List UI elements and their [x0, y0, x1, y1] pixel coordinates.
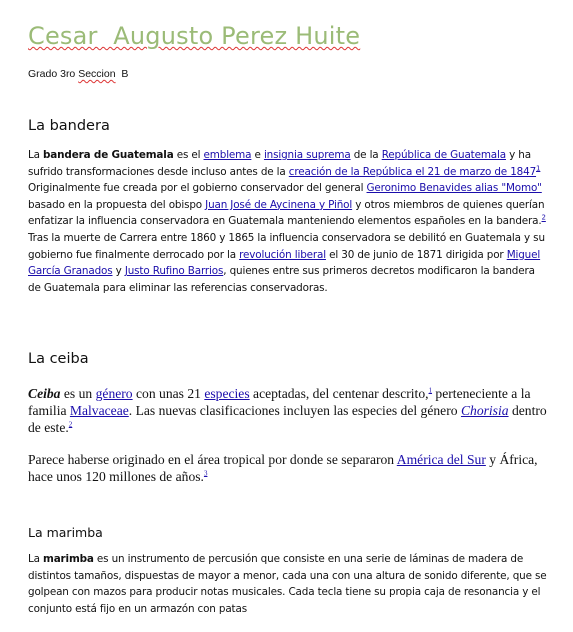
footnote-ref[interactable]: 1 — [428, 386, 433, 395]
grade-suffix: B — [115, 68, 129, 80]
text: y — [112, 265, 125, 278]
text: La — [28, 149, 44, 161]
heading-bandera: La bandera — [28, 118, 110, 134]
bold-term: Ceiba — [28, 386, 61, 401]
page-title: Cesar Augusto Perez Huite — [28, 22, 361, 50]
text: Parece haberse originado en el área tropical por donde se separaron — [28, 452, 397, 467]
link-insignia[interactable]: insignia suprema — [263, 149, 351, 161]
text: es un instrumento de percusión que consiste en una serie de láminas de madera de distintos tamaños, dispuestas de mayor a menor, cada una con una altura de sonido diferente, que se golpean con mazos para producir notas musicales. Cada tecla tiene su propia caja de resonancia y el conjunto está fijo en un armazón con patas — [28, 553, 547, 615]
link-chorisia[interactable]: Chorisia — [460, 403, 509, 418]
link-emblema[interactable]: emblema — [203, 149, 252, 161]
text: el 30 de junio de 1871 dirigida por — [325, 248, 507, 261]
text: . Las nuevas clasificaciones incluyen las especies del género — [128, 403, 461, 418]
text: es un — [60, 386, 96, 401]
text: , quienes entre sus primeros decretos modificaron la bandera de Guatemala para eliminar las referencias conservadoras. — [28, 265, 535, 294]
bold-term: bandera de Guatemala — [43, 149, 174, 161]
link-republica[interactable]: República de Guatemala — [381, 149, 506, 161]
link-america-del-sur[interactable]: América del Sur — [396, 452, 486, 467]
text: con unas 21 — [132, 386, 205, 401]
link-aycinena[interactable]: Juan José de Aycinena y Piñol — [205, 198, 353, 211]
footnote-ref[interactable]: 1 — [536, 164, 541, 173]
paragraph-ceiba-2 — [28, 451, 548, 485]
text: La — [28, 553, 44, 565]
heading-ceiba: La ceiba — [28, 351, 89, 367]
text: Originalmente fue creada por el gobierno conservador del general — [28, 182, 367, 195]
text: basado en la propuesta del obispo — [28, 198, 206, 211]
grade-section: Seccion — [78, 68, 116, 80]
bold-term: marimba — [43, 553, 94, 565]
text: y otros miembros de quienes querían enfatizar la influencia conservadora en Guatemala manteniendo elementos españoles en la bandera. — [28, 198, 545, 228]
text: perteneciente a la familia — [28, 386, 531, 418]
text: aceptadas, del centenar descrito, — [249, 386, 429, 401]
link-creacion[interactable]: creación de la República el 21 de marzo de 1847 — [288, 165, 537, 178]
link-genero[interactable]: género — [95, 386, 133, 401]
text: y África, hace unos 120 millones de años. — [28, 452, 538, 484]
link-revolucion[interactable]: revolución liberal — [239, 248, 326, 261]
text: es el — [173, 149, 204, 161]
grade-prefix: Grado 3ro — [28, 68, 79, 80]
paragraph-bandera — [28, 147, 548, 296]
paragraph-marimba — [28, 551, 548, 617]
footnote-ref[interactable]: 2 — [541, 213, 546, 222]
footnote-ref[interactable]: 2 — [68, 420, 73, 429]
footnote-ref[interactable]: 3 — [203, 469, 208, 478]
link-especies[interactable]: especies — [204, 386, 250, 401]
link-rufino-barrios[interactable]: Justo Rufino Barrios — [124, 265, 224, 278]
heading-marimba: La marimba — [28, 525, 103, 540]
text: y ha sufrido transformaciones desde incluso antes de la — [28, 149, 531, 178]
link-benavides[interactable]: Geronimo Benavides alias "Momo" — [366, 182, 542, 195]
text: de la — [350, 149, 382, 161]
link-malvaceae[interactable]: Malvaceae — [69, 403, 129, 418]
paragraph-ceiba-1 — [28, 385, 548, 436]
link-garcia-granados[interactable]: Miguel García Granados — [28, 248, 541, 278]
text: dentro de este. — [28, 403, 547, 435]
grade-line — [28, 68, 128, 80]
text: e — [251, 149, 264, 161]
text: Tras la muerte de Carrera entre 1860 y 1865 la influencia conservadora se debilitó en Guatemala y su gobierno fue finalmente derrocado por la — [28, 231, 545, 261]
